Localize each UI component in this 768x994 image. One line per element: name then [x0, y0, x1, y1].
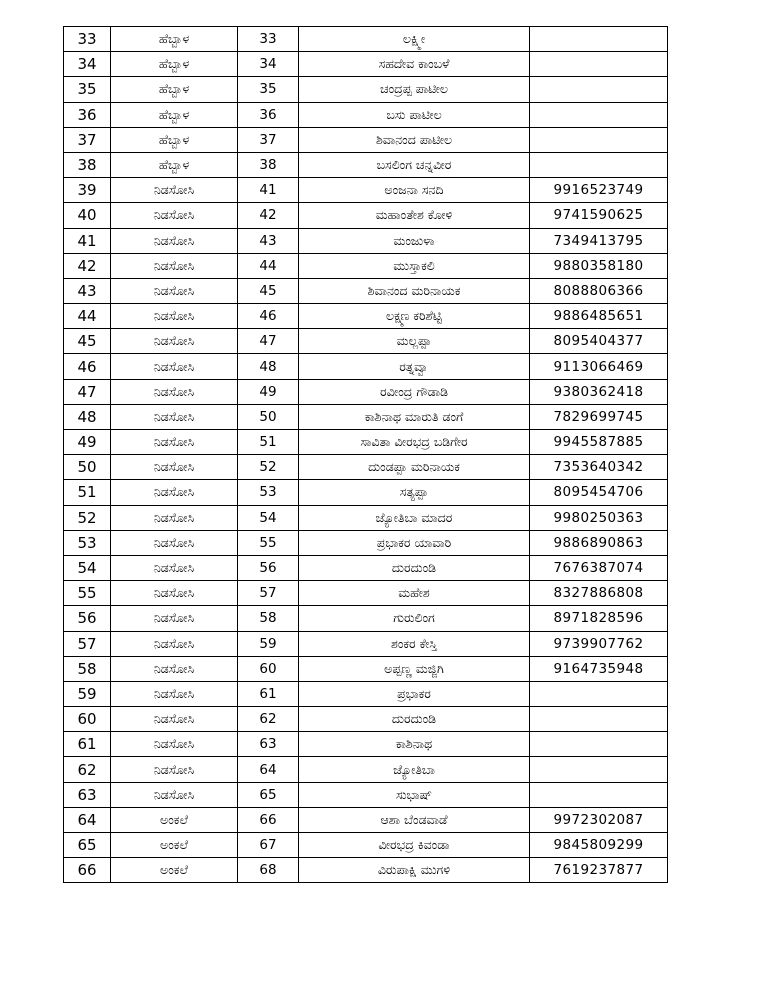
row-number-cell: 57: [64, 631, 111, 656]
name-cell: ಶಂಕರ ಕೇಸ್ತಿ: [299, 631, 530, 656]
row-number-cell: 39: [64, 178, 111, 203]
phone-cell: 7829699745: [530, 404, 668, 429]
phone-cell: [530, 52, 668, 77]
name-cell: ಸಹದೇವ ಕಾಂಬಳೆ: [299, 52, 530, 77]
phone-cell: 9845809299: [530, 833, 668, 858]
id-cell: 50: [238, 404, 299, 429]
table-row: [64, 127, 668, 152]
name-cell: ಮಂಜುಳಾ: [299, 228, 530, 253]
phone-cell: 7619237877: [530, 858, 668, 883]
table-row: [64, 555, 668, 580]
table-row: [64, 102, 668, 127]
village-cell: ನಿಡಸೋಸಿ: [111, 304, 238, 329]
name-cell: ಮಹಾಂತೇಶ ಕೋಳಿ: [299, 203, 530, 228]
village-cell: ಅಂಕಲೆ: [111, 833, 238, 858]
name-cell: ದುರದುಂಡಿ: [299, 555, 530, 580]
phone-cell: [530, 757, 668, 782]
village-cell: ನಿಡಸೋಸಿ: [111, 203, 238, 228]
phone-cell: [530, 102, 668, 127]
table-row: [64, 530, 668, 555]
name-cell: ಬಸಲಿಂಗ ಚನ್ನವೀರ: [299, 152, 530, 177]
phone-cell: 9886890863: [530, 530, 668, 555]
phone-cell: 9739907762: [530, 631, 668, 656]
village-cell: ನಿಡಸೋಸಿ: [111, 178, 238, 203]
id-cell: 49: [238, 379, 299, 404]
row-number-cell: 66: [64, 858, 111, 883]
id-cell: 33: [238, 27, 299, 52]
row-number-cell: 59: [64, 681, 111, 706]
row-number-cell: 56: [64, 606, 111, 631]
name-cell: ಚಂದ್ರಪ್ಪ ಪಾಟೀಲ: [299, 77, 530, 102]
id-cell: 57: [238, 581, 299, 606]
table-row: [64, 379, 668, 404]
id-cell: 62: [238, 707, 299, 732]
table-row: [64, 581, 668, 606]
table-row: [64, 707, 668, 732]
name-cell: ರವೀಂದ್ರ ಗೌಡಾಡಿ: [299, 379, 530, 404]
village-cell: ಹೆಬ್ಬಾಳ: [111, 52, 238, 77]
name-cell: ಕಾಶಿನಾಥ: [299, 732, 530, 757]
row-number-cell: 62: [64, 757, 111, 782]
phone-cell: 9113066469: [530, 354, 668, 379]
id-cell: 37: [238, 127, 299, 152]
table-row: [64, 757, 668, 782]
id-cell: 68: [238, 858, 299, 883]
row-number-cell: 49: [64, 430, 111, 455]
name-cell: ಸಾವಿತಾ ವೀರಭದ್ರ ಬಡಿಗೇರ: [299, 430, 530, 455]
table-row: [64, 77, 668, 102]
village-cell: ನಿಡಸೋಸಿ: [111, 480, 238, 505]
id-cell: 53: [238, 480, 299, 505]
row-number-cell: 64: [64, 807, 111, 832]
row-number-cell: 34: [64, 52, 111, 77]
phone-cell: 9741590625: [530, 203, 668, 228]
row-number-cell: 52: [64, 505, 111, 530]
table-row: [64, 178, 668, 203]
village-cell: ನಿಡಸೋಸಿ: [111, 379, 238, 404]
phone-cell: 9164735948: [530, 656, 668, 681]
row-number-cell: 65: [64, 833, 111, 858]
table-row: [64, 833, 668, 858]
village-cell: ನಿಡಸೋಸಿ: [111, 782, 238, 807]
table-row: [64, 656, 668, 681]
phone-cell: [530, 77, 668, 102]
village-cell: ನಿಡಸೋಸಿ: [111, 606, 238, 631]
row-number-cell: 42: [64, 253, 111, 278]
id-cell: 58: [238, 606, 299, 631]
village-cell: ನಿಡಸೋಸಿ: [111, 228, 238, 253]
village-cell: ಹೆಬ್ಬಾಳ: [111, 127, 238, 152]
name-cell: ಪ್ರಭಾಕರ: [299, 681, 530, 706]
phone-cell: 9980250363: [530, 505, 668, 530]
roster-table: [63, 26, 668, 883]
id-cell: 41: [238, 178, 299, 203]
table-row: [64, 253, 668, 278]
id-cell: 54: [238, 505, 299, 530]
row-number-cell: 41: [64, 228, 111, 253]
phone-cell: 7676387074: [530, 555, 668, 580]
village-cell: ನಿಡಸೋಸಿ: [111, 631, 238, 656]
roster-table-body: [64, 27, 668, 883]
village-cell: ನಿಡಸೋಸಿ: [111, 430, 238, 455]
id-cell: 64: [238, 757, 299, 782]
phone-cell: 7353640342: [530, 455, 668, 480]
village-cell: ನಿಡಸೋಸಿ: [111, 329, 238, 354]
phone-cell: [530, 152, 668, 177]
row-number-cell: 36: [64, 102, 111, 127]
village-cell: ನಿಡಸೋಸಿ: [111, 253, 238, 278]
village-cell: ಹೆಬ್ಬಾಳ: [111, 77, 238, 102]
id-cell: 59: [238, 631, 299, 656]
table-row: [64, 807, 668, 832]
id-cell: 35: [238, 77, 299, 102]
id-cell: 51: [238, 430, 299, 455]
table-row: [64, 430, 668, 455]
village-cell: ನಿಡಸೋಸಿ: [111, 555, 238, 580]
village-cell: ನಿಡಸೋಸಿ: [111, 656, 238, 681]
phone-cell: 8095404377: [530, 329, 668, 354]
phone-cell: 9380362418: [530, 379, 668, 404]
row-number-cell: 45: [64, 329, 111, 354]
name-cell: ವಿರುಪಾಕ್ಷಿ ಮುಗಳಿ: [299, 858, 530, 883]
table-row: [64, 278, 668, 303]
village-cell: ನಿಡಸೋಸಿ: [111, 732, 238, 757]
row-number-cell: 33: [64, 27, 111, 52]
id-cell: 43: [238, 228, 299, 253]
row-number-cell: 35: [64, 77, 111, 102]
row-number-cell: 37: [64, 127, 111, 152]
id-cell: 67: [238, 833, 299, 858]
name-cell: ದುರದುಂಡಿ: [299, 707, 530, 732]
name-cell: ಗುರುಲಿಂಗ: [299, 606, 530, 631]
phone-cell: [530, 782, 668, 807]
name-cell: ಮುಸ್ತಾಕಲಿ: [299, 253, 530, 278]
row-number-cell: 40: [64, 203, 111, 228]
name-cell: ಸುಭಾಷ್: [299, 782, 530, 807]
name-cell: ಲಕ್ಷ್ಮೀ: [299, 27, 530, 52]
village-cell: ಅಂಕಲೆ: [111, 807, 238, 832]
name-cell: ಮಹೇಶ: [299, 581, 530, 606]
phone-cell: 9916523749: [530, 178, 668, 203]
row-number-cell: 53: [64, 530, 111, 555]
phone-cell: 8327886808: [530, 581, 668, 606]
phone-cell: 7349413795: [530, 228, 668, 253]
table-row: [64, 732, 668, 757]
village-cell: ನಿಡಸೋಸಿ: [111, 581, 238, 606]
id-cell: 46: [238, 304, 299, 329]
table-row: [64, 203, 668, 228]
phone-cell: 8971828596: [530, 606, 668, 631]
table-row: [64, 404, 668, 429]
village-cell: ನಿಡಸೋಸಿ: [111, 707, 238, 732]
phone-cell: 8095454706: [530, 480, 668, 505]
row-number-cell: 38: [64, 152, 111, 177]
village-cell: ನಿಡಸೋಸಿ: [111, 505, 238, 530]
row-number-cell: 58: [64, 656, 111, 681]
village-cell: ಹೆಬ್ಬಾಳ: [111, 102, 238, 127]
village-cell: ನಿಡಸೋಸಿ: [111, 757, 238, 782]
name-cell: ಕಾಶಿನಾಥ ಮಾರುತಿ ಡಂಗೆ: [299, 404, 530, 429]
row-number-cell: 50: [64, 455, 111, 480]
table-row: [64, 480, 668, 505]
name-cell: ಜ್ಯೋತಿಬಾ: [299, 757, 530, 782]
row-number-cell: 54: [64, 555, 111, 580]
id-cell: 34: [238, 52, 299, 77]
name-cell: ಶಿವಾನಂದ ಪಾಟೀಲ: [299, 127, 530, 152]
row-number-cell: 46: [64, 354, 111, 379]
row-number-cell: 48: [64, 404, 111, 429]
table-row: [64, 152, 668, 177]
row-number-cell: 55: [64, 581, 111, 606]
phone-cell: 9886485651: [530, 304, 668, 329]
name-cell: ಸತ್ಯಪ್ಪಾ: [299, 480, 530, 505]
id-cell: 38: [238, 152, 299, 177]
table-row: [64, 329, 668, 354]
row-number-cell: 43: [64, 278, 111, 303]
row-number-cell: 47: [64, 379, 111, 404]
id-cell: 63: [238, 732, 299, 757]
name-cell: ಜ್ಯೋತಿಬಾ ಮಾದರ: [299, 505, 530, 530]
id-cell: 44: [238, 253, 299, 278]
name-cell: ದುಂಡಪ್ಪಾ ಮರಿನಾಯಕ: [299, 455, 530, 480]
row-number-cell: 51: [64, 480, 111, 505]
row-number-cell: 60: [64, 707, 111, 732]
id-cell: 47: [238, 329, 299, 354]
phone-cell: [530, 127, 668, 152]
id-cell: 56: [238, 555, 299, 580]
name-cell: ಪ್ರಭಾಕರ ಯಾವಾರಿ: [299, 530, 530, 555]
id-cell: 61: [238, 681, 299, 706]
id-cell: 52: [238, 455, 299, 480]
village-cell: ನಿಡಸೋಸಿ: [111, 455, 238, 480]
name-cell: ಅಂಜನಾ ಸನದಿ: [299, 178, 530, 203]
phone-cell: 8088806366: [530, 278, 668, 303]
village-cell: ನಿಡಸೋಸಿ: [111, 278, 238, 303]
village-cell: ನಿಡಸೋಸಿ: [111, 404, 238, 429]
name-cell: ರತ್ನವ್ವಾ: [299, 354, 530, 379]
table-row: [64, 27, 668, 52]
village-cell: ನಿಡಸೋಸಿ: [111, 530, 238, 555]
name-cell: ವೀರಭದ್ರ ಕಿವಂಡಾ: [299, 833, 530, 858]
id-cell: 60: [238, 656, 299, 681]
village-cell: ನಿಡಸೋಸಿ: [111, 354, 238, 379]
id-cell: 36: [238, 102, 299, 127]
phone-cell: [530, 681, 668, 706]
table-row: [64, 52, 668, 77]
id-cell: 65: [238, 782, 299, 807]
phone-cell: 9880358180: [530, 253, 668, 278]
table-row: [64, 505, 668, 530]
village-cell: ಹೆಬ್ಬಾಳ: [111, 152, 238, 177]
phone-cell: [530, 27, 668, 52]
table-row: [64, 354, 668, 379]
row-number-cell: 44: [64, 304, 111, 329]
phone-cell: [530, 732, 668, 757]
village-cell: ನಿಡಸೋಸಿ: [111, 681, 238, 706]
row-number-cell: 63: [64, 782, 111, 807]
name-cell: ಶಿವಾನಂದ ಮರಿನಾಯಕ: [299, 278, 530, 303]
id-cell: 66: [238, 807, 299, 832]
table-row: [64, 304, 668, 329]
table-row: [64, 606, 668, 631]
name-cell: ಲಕ್ಷ್ಮಣ ಕರಿಶೆಟ್ಟಿ: [299, 304, 530, 329]
name-cell: ಬಸು ಪಾಟೀಲ: [299, 102, 530, 127]
table-row: [64, 631, 668, 656]
id-cell: 45: [238, 278, 299, 303]
phone-cell: 9945587885: [530, 430, 668, 455]
village-cell: ಅಂಕಲೆ: [111, 858, 238, 883]
village-cell: ಹೆಬ್ಬಾಳ: [111, 27, 238, 52]
table-row: [64, 228, 668, 253]
phone-cell: [530, 707, 668, 732]
name-cell: ಆಶಾ ಬೆಂಡವಾಡೆ: [299, 807, 530, 832]
phone-cell: 9972302087: [530, 807, 668, 832]
name-cell: ಅಪ್ಪಣ್ಣ ಮಜ್ಜಿಗಿ: [299, 656, 530, 681]
id-cell: 48: [238, 354, 299, 379]
table-row: [64, 455, 668, 480]
table-row: [64, 782, 668, 807]
table-row: [64, 681, 668, 706]
id-cell: 55: [238, 530, 299, 555]
name-cell: ಮಲ್ಲಪ್ಪಾ: [299, 329, 530, 354]
row-number-cell: 61: [64, 732, 111, 757]
table-row: [64, 858, 668, 883]
id-cell: 42: [238, 203, 299, 228]
